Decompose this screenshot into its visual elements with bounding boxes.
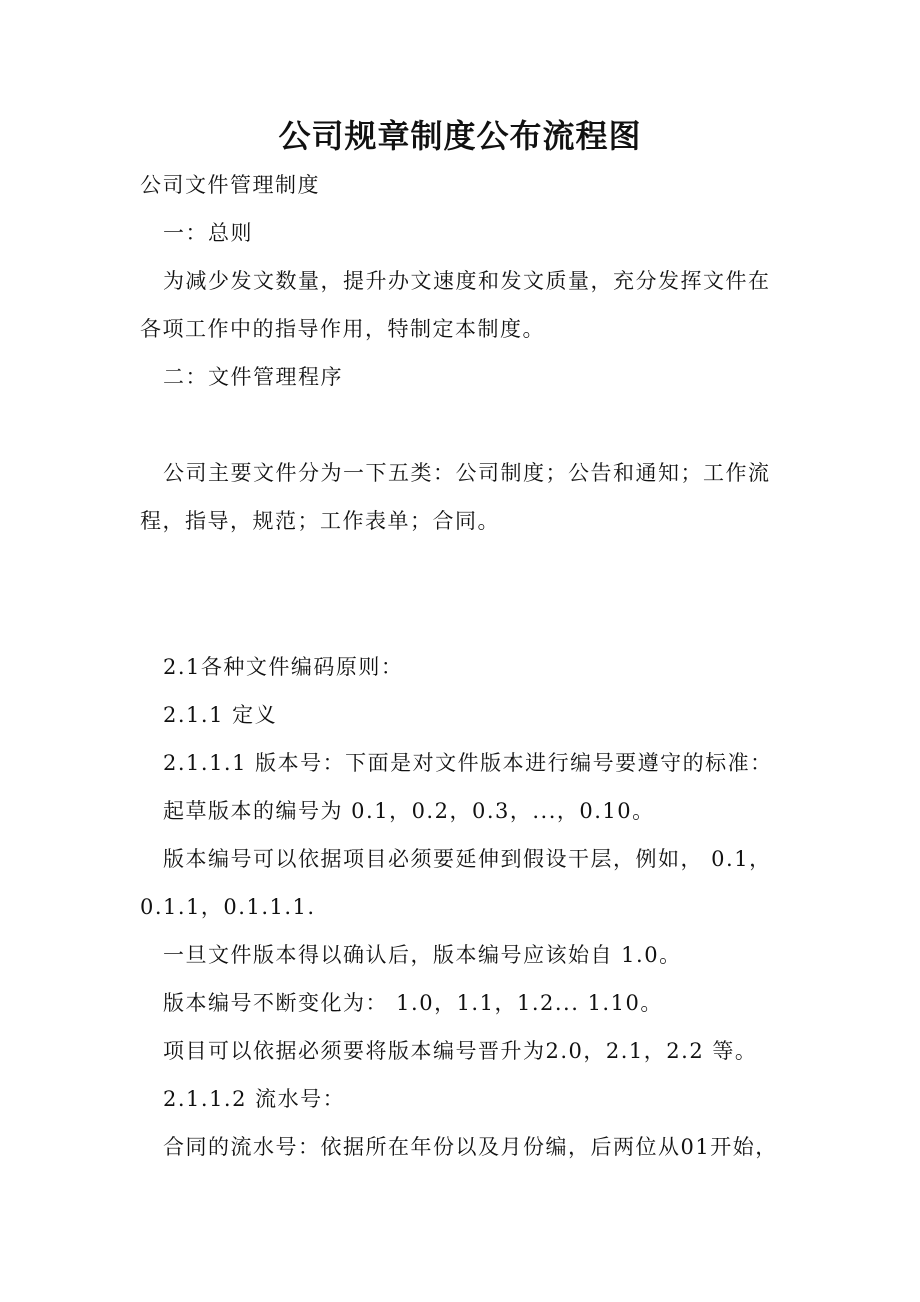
paragraph-line: 起草版本的编号为 0.1，0.2，0.3，...，0.10。 [163,799,655,823]
paragraph-line: 一旦文件版本得以确认后，版本编号应该始自 1.0。 [163,943,682,967]
line-subtitle: 公司文件管理制度 [140,173,320,197]
paragraph-line: 0.1.1，0.1.1.1. [140,895,316,919]
paragraph-line: 版本编号不断变化为： 1.0，1.1，1.2... 1.10。 [163,991,663,1015]
paragraph-line: 版本编号可以依据项目必须要延伸到假设干层，例如， 0.1， [163,847,772,871]
paragraph-line: 公司主要文件分为一下五类：公司制度；公告和通知；工作流 [163,461,771,485]
heading-general: 一：总则 [163,221,253,245]
paragraph-line: 合同的流水号：依据所在年份以及月份编，后两位从01开始， [163,1135,778,1159]
section-heading: 2.1.1 定义 [163,703,278,727]
document-title: 公司规章制度公布流程图 [278,117,642,155]
heading-procedure: 二：文件管理程序 [163,365,343,389]
paragraph-line: 2.1.1.1 版本号：下面是对文件版本进行编号要遵守的标准： [163,751,773,775]
paragraph-line: 各项工作中的指导作用，特制定本制度。 [140,317,545,341]
paragraph-line: 项目可以依据必须要将版本编号晋升为2.0，2.1，2.2 等。 [163,1039,758,1063]
section-heading: 2.1各种文件编码原则： [163,655,404,679]
section-heading: 2.1.1.2 流水号： [163,1087,346,1111]
paragraph-line: 为减少发文数量，提升办文速度和发文质量，充分发挥文件在 [163,269,771,293]
paragraph-line: 程，指导，规范；工作表单；合同。 [140,509,500,533]
